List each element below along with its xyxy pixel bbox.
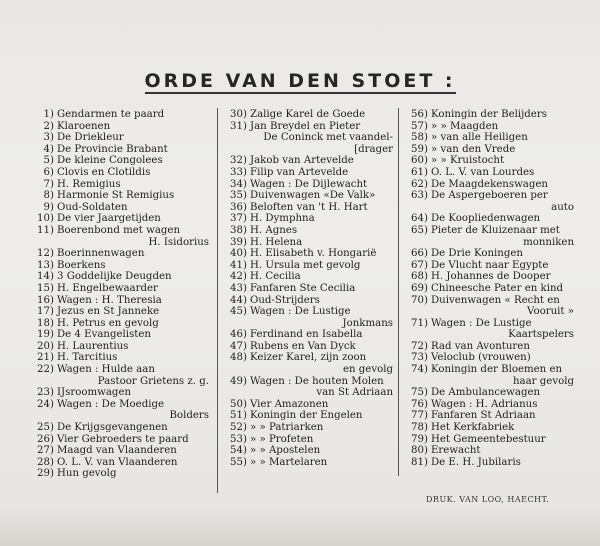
item-number: 57) xyxy=(411,120,428,132)
item-number: 75) xyxy=(411,387,428,399)
list-item xyxy=(223,109,399,121)
item-label: H. Petrus en gevolg xyxy=(57,317,159,329)
item-label: De Koopliedenwagen xyxy=(431,213,541,225)
item-number: 7) xyxy=(43,178,54,190)
item-number: 14) xyxy=(37,271,54,283)
item-number: 17) xyxy=(37,306,54,318)
item-label: Veloclub (vrouwen) xyxy=(431,352,531,364)
item-label: Oud-Strijders xyxy=(250,294,320,306)
item-label: » » Martelaren xyxy=(250,456,328,468)
item-label: Fanfaren St Adriaan xyxy=(431,410,536,422)
item-number: 79) xyxy=(411,433,428,445)
list-item xyxy=(30,109,215,121)
item-number: 74) xyxy=(411,364,428,376)
list-item xyxy=(30,283,215,295)
list-item xyxy=(404,179,580,191)
list-item xyxy=(404,260,580,272)
item-label: Wagen : De Lustige xyxy=(250,306,351,318)
item-number: 38) xyxy=(230,224,247,236)
list-item xyxy=(30,329,215,341)
item-number: 70) xyxy=(411,294,428,306)
list-item xyxy=(223,121,399,156)
item-number: 58) xyxy=(411,132,428,144)
item-number: 35) xyxy=(230,190,247,202)
item-label: Maagd van Vlaanderen xyxy=(57,445,177,457)
list-item xyxy=(223,434,399,446)
item-number: 80) xyxy=(411,445,428,457)
list-item xyxy=(404,318,580,341)
item-number: 23) xyxy=(37,387,54,399)
item-label: Jezus en St Janneke xyxy=(57,306,160,318)
item-label: Boerenbond met wagen xyxy=(57,224,181,236)
item-label: Erewacht xyxy=(431,445,481,457)
item-number: 46) xyxy=(230,329,247,341)
list-item xyxy=(30,271,215,283)
list-item xyxy=(30,352,215,364)
item-label-continued: monniken xyxy=(523,236,574,248)
item-label: Keizer Karel, zijn zoon xyxy=(250,352,367,364)
title-text: ORDE VAN DEN STOET : xyxy=(144,70,456,92)
list-item xyxy=(30,306,215,318)
item-label: Fanfaren Ste Cecilia xyxy=(250,282,356,294)
item-label: De Vlucht naar Egypte xyxy=(431,259,549,271)
column-divider xyxy=(217,108,218,493)
list-item xyxy=(404,132,580,144)
item-label: Clovis en Clotildis xyxy=(57,166,151,178)
list-item xyxy=(404,387,580,399)
list-item xyxy=(223,422,399,434)
list-item xyxy=(223,410,399,422)
list-item xyxy=(30,202,215,214)
item-label: Koningin der Engelen xyxy=(250,410,363,422)
list-item xyxy=(30,457,215,469)
item-label: » » Patriarken xyxy=(250,422,324,434)
item-label-continued: De Coninck met vaandel- xyxy=(263,132,393,144)
list-item xyxy=(404,248,580,260)
item-number: 24) xyxy=(37,398,54,410)
item-label: De Maagdekenswagen xyxy=(431,178,548,190)
item-label: H. Helena xyxy=(250,236,303,248)
item-number: 29) xyxy=(37,468,54,480)
item-label: Chineesche Pater en kind xyxy=(431,282,564,294)
item-number: 4) xyxy=(43,143,54,155)
item-label-continued: H. Isidorius xyxy=(148,236,209,248)
item-label-continued: Bolders xyxy=(169,410,209,422)
item-label: H. Ursula met gevolg xyxy=(250,259,361,271)
list-item xyxy=(30,190,215,202)
item-number: 81) xyxy=(411,456,428,468)
item-label: IJsroomwagen xyxy=(57,387,132,399)
list-item xyxy=(30,121,215,133)
item-label: Klaroenen xyxy=(57,120,111,132)
item-label: » » Apostelen xyxy=(250,445,321,457)
item-number: 22) xyxy=(37,364,54,376)
page-title xyxy=(0,70,600,94)
list-item xyxy=(30,387,215,399)
item-label: Jan Breydel en Pieter xyxy=(250,120,361,132)
item-number: 78) xyxy=(411,422,428,434)
item-label-continued: Jonkmans xyxy=(342,317,393,329)
item-number: 41) xyxy=(230,259,247,271)
list-item xyxy=(404,434,580,446)
item-label: Beloften van 't H. Hart xyxy=(250,201,368,213)
item-number: 76) xyxy=(411,398,428,410)
list-item xyxy=(404,457,580,469)
list-item xyxy=(30,364,215,387)
item-label: Koningin der Belijders xyxy=(431,109,547,120)
list-item xyxy=(223,202,399,214)
item-label: Koningin der Bloemen en xyxy=(431,364,563,376)
list-item xyxy=(223,329,399,341)
list-item xyxy=(404,399,580,411)
item-label: H. Cecilia xyxy=(250,271,301,283)
item-label: Rad van Avonturen xyxy=(431,340,530,352)
list-item xyxy=(223,341,399,353)
item-label-continued: en gevolg xyxy=(342,364,393,376)
item-label: Boerkens xyxy=(57,259,106,271)
item-number: 37) xyxy=(230,213,247,225)
item-label: Wagen : De Dijlewacht xyxy=(250,178,368,190)
item-number: 30) xyxy=(230,109,247,120)
item-number: 28) xyxy=(37,456,54,468)
item-number: 31) xyxy=(230,120,247,132)
item-number: 62) xyxy=(411,178,428,190)
item-label: Wagen : H. Adrianus xyxy=(431,398,538,410)
list-item xyxy=(223,155,399,167)
item-number: 19) xyxy=(37,329,54,341)
item-label: Oud-Soldaten xyxy=(57,201,128,213)
item-number: 52) xyxy=(230,422,247,434)
item-label: Filip van Artevelde xyxy=(250,166,349,178)
list-item xyxy=(30,213,215,225)
item-number: 33) xyxy=(230,166,247,178)
item-label: Het Gemeentebestuur xyxy=(431,433,546,445)
list-item xyxy=(30,179,215,191)
list-item xyxy=(223,352,399,375)
list-item xyxy=(223,167,399,179)
item-label: Vier Amazonen xyxy=(250,398,329,410)
list-item xyxy=(404,445,580,457)
item-number: 48) xyxy=(230,352,247,364)
list-item xyxy=(223,445,399,457)
item-number: 39) xyxy=(230,236,247,248)
item-number: 64) xyxy=(411,213,428,225)
item-number: 32) xyxy=(230,155,247,167)
list-item xyxy=(404,410,580,422)
item-label: H. Remigius xyxy=(57,178,121,190)
list-item xyxy=(223,190,399,202)
item-label: Jakob van Artevelde xyxy=(250,155,354,167)
item-label: H. Agnes xyxy=(250,224,298,236)
item-number: 53) xyxy=(230,433,247,445)
list-item xyxy=(223,248,399,260)
list-item xyxy=(404,121,580,133)
item-label: Boerinnenwagen xyxy=(57,248,145,260)
list-item xyxy=(404,225,580,248)
item-label: O. L. V. van Lourdes xyxy=(431,166,535,178)
item-label: Wagen : De Moedige xyxy=(57,398,165,410)
item-label: De Ambulancewagen xyxy=(431,387,541,399)
list-item xyxy=(223,399,399,411)
item-label: » van alle Heiligen xyxy=(431,132,528,144)
list-column-3 xyxy=(404,109,580,468)
list-item xyxy=(404,144,580,156)
item-number: 50) xyxy=(230,398,247,410)
list-item xyxy=(30,468,215,480)
item-number: 73) xyxy=(411,352,428,364)
item-number: 67) xyxy=(411,259,428,271)
item-number: 18) xyxy=(37,317,54,329)
list-item xyxy=(404,155,580,167)
item-label: De Krijgsgevangenen xyxy=(57,422,168,434)
item-label: H. Johannes de Dooper xyxy=(431,271,551,283)
item-label-continued: haar gevolg xyxy=(512,375,574,387)
item-label: Wagen : De houten Molen xyxy=(250,375,384,387)
item-label-continued: Kaartspelers xyxy=(508,329,574,341)
list-item xyxy=(30,167,215,179)
list-column-1 xyxy=(30,109,215,480)
item-number: 26) xyxy=(37,433,54,445)
item-number: 51) xyxy=(230,410,247,422)
item-number: 55) xyxy=(230,456,247,468)
item-label: De kleine Congolees xyxy=(57,155,163,167)
item-label: Pieter de Kluizenaar met xyxy=(431,224,560,236)
item-label: Wagen : H. Theresia xyxy=(57,294,162,306)
list-item xyxy=(30,318,215,330)
list-item xyxy=(30,132,215,144)
item-number: 44) xyxy=(230,294,247,306)
item-label: H. Engelbewaarder xyxy=(57,282,158,294)
item-label-continued: [drager xyxy=(354,143,393,155)
item-number: 25) xyxy=(37,422,54,434)
item-number: 10) xyxy=(37,213,54,225)
item-label: » » Kruistocht xyxy=(431,155,505,167)
item-label: O. L. V. van Vlaanderen xyxy=(57,456,178,468)
item-label: Duivenwagen «De Valk» xyxy=(250,190,376,202)
item-label-continued: auto xyxy=(551,201,574,213)
item-label-continued: van St Adriaan xyxy=(316,387,393,399)
list-item xyxy=(30,422,215,434)
item-label: Rubens en Van Dyck xyxy=(250,340,356,352)
list-item xyxy=(404,295,580,318)
list-item xyxy=(223,283,399,295)
list-item xyxy=(223,237,399,249)
list-item xyxy=(404,283,580,295)
item-label: » van den Vrede xyxy=(431,143,516,155)
item-number: 66) xyxy=(411,248,428,260)
item-number: 6) xyxy=(43,166,54,178)
list-item xyxy=(223,457,399,469)
item-number: 49) xyxy=(230,375,247,387)
item-number: 9) xyxy=(43,201,54,213)
list-item xyxy=(223,225,399,237)
item-number: 5) xyxy=(43,155,54,167)
item-label-continued: Vooruit » xyxy=(527,306,574,318)
item-label: Ferdinand en Isabella xyxy=(250,329,363,341)
list-item xyxy=(404,167,580,179)
item-number: 47) xyxy=(230,340,247,352)
list-item xyxy=(30,248,215,260)
item-label: Het Kerkfabriek xyxy=(431,422,515,434)
list-item xyxy=(223,376,399,399)
list-item xyxy=(223,295,399,307)
list-item xyxy=(223,213,399,225)
item-number: 2) xyxy=(43,120,54,132)
item-label: Wagen : De Lustige xyxy=(431,317,532,329)
item-label: » » Profeten xyxy=(250,433,314,445)
item-label: Hun gevolg xyxy=(57,468,117,480)
item-number: 77) xyxy=(411,410,428,422)
list-item xyxy=(404,109,580,121)
item-label: H. Laurentius xyxy=(57,340,129,352)
item-label: » » Maagden xyxy=(431,120,499,132)
list-item xyxy=(30,144,215,156)
item-label: De Aspergeboeren per xyxy=(431,190,548,202)
list-item xyxy=(30,434,215,446)
item-label: Wagen : Hulde aan xyxy=(57,364,155,376)
item-number: 13) xyxy=(37,259,54,271)
item-number: 34) xyxy=(230,178,247,190)
item-number: 8) xyxy=(43,190,54,202)
list-item xyxy=(404,364,580,387)
list-item xyxy=(30,260,215,272)
list-item xyxy=(404,213,580,225)
item-label: H. Elisabeth v. Hongarië xyxy=(250,248,377,260)
item-number: 15) xyxy=(37,282,54,294)
list-item xyxy=(223,306,399,329)
item-number: 42) xyxy=(230,271,247,283)
item-number: 63) xyxy=(411,190,428,202)
item-number: 69) xyxy=(411,282,428,294)
item-number: 21) xyxy=(37,352,54,364)
list-item xyxy=(404,190,580,213)
item-number: 60) xyxy=(411,155,428,167)
list-item xyxy=(30,295,215,307)
item-label: H. Tarcitius xyxy=(57,352,118,364)
list-item xyxy=(404,341,580,353)
list-item xyxy=(30,155,215,167)
item-number: 40) xyxy=(230,248,247,260)
list-item xyxy=(223,271,399,283)
item-number: 3) xyxy=(43,132,54,144)
item-number: 68) xyxy=(411,271,428,283)
list-item xyxy=(30,225,215,248)
item-number: 59) xyxy=(411,143,428,155)
item-number: 71) xyxy=(411,317,428,329)
list-item xyxy=(223,179,399,191)
list-item xyxy=(404,422,580,434)
item-label: Zalige Karel de Goede xyxy=(250,109,366,120)
item-number: 12) xyxy=(37,248,54,260)
item-number: 16) xyxy=(37,294,54,306)
item-number: 43) xyxy=(230,282,247,294)
item-label: De E. H. Jubilaris xyxy=(431,456,521,468)
item-label: Harmonie St Remigius xyxy=(57,190,175,202)
item-number: 54) xyxy=(230,445,247,457)
item-label: De Drie Koningen xyxy=(431,248,523,260)
item-number: 1) xyxy=(43,109,54,120)
item-number: 56) xyxy=(411,109,428,120)
item-number: 61) xyxy=(411,166,428,178)
item-label: Vier Gebroeders te paard xyxy=(57,433,189,445)
item-label: Duivenwagen « Recht en xyxy=(431,294,560,306)
item-number: 27) xyxy=(37,445,54,457)
item-label: De Provincie Brabant xyxy=(57,143,168,155)
item-label: Gendarmen te paard xyxy=(57,109,165,120)
list-item xyxy=(223,260,399,272)
printer-credit: DRUK. VAN LOO, HAECHT. xyxy=(426,495,550,504)
item-label: De 4 Evangelisten xyxy=(57,329,151,341)
list-column-2 xyxy=(223,109,399,468)
list-item xyxy=(30,341,215,353)
paper-stain xyxy=(0,506,600,546)
item-label: H. Dymphna xyxy=(250,213,315,225)
item-number: 65) xyxy=(411,224,428,236)
list-item xyxy=(404,271,580,283)
list-item xyxy=(404,352,580,364)
item-number: 72) xyxy=(411,340,428,352)
item-number: 45) xyxy=(230,306,247,318)
item-label: De vier Jaargetijden xyxy=(57,213,161,225)
item-number: 20) xyxy=(37,340,54,352)
item-label-continued: Pastoor Grietens z. g. xyxy=(97,375,209,387)
list-item xyxy=(30,445,215,457)
item-number: 36) xyxy=(230,201,247,213)
item-label: 3 Goddelijke Deugden xyxy=(57,271,172,283)
list-item xyxy=(30,399,215,422)
item-label: De Driekleur xyxy=(57,132,124,144)
item-number: 11) xyxy=(37,224,54,236)
